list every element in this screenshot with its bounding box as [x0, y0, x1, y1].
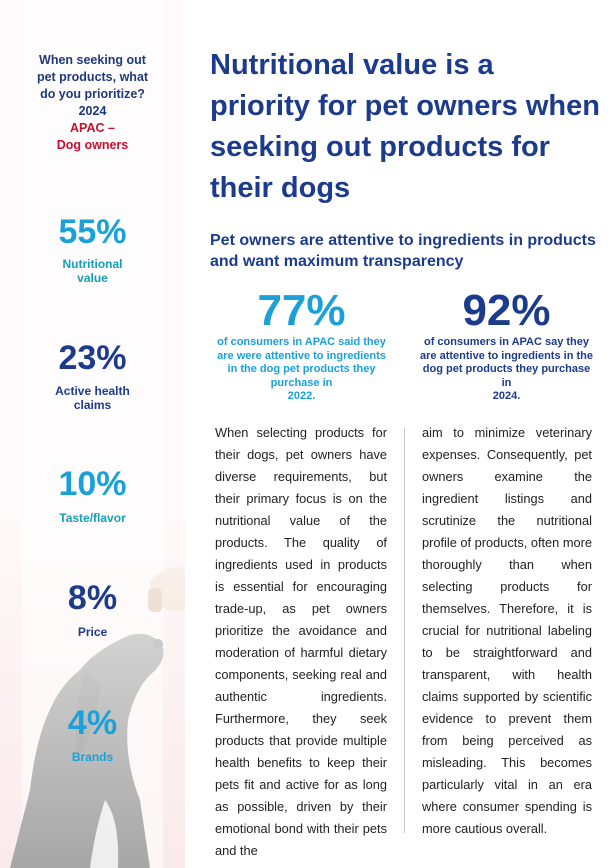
body-column-left: When selecting products for their dogs, pet owners have diverse requirements, but their primary focus is on the nutritional value of the products. The quality of ingredients used in products is essential for encouraging trade-up, as pet owners prioritize the avoidance and moderation of harmful dietary components, seeking real and authentic ingredients. Furthermore, they seek products that provide multiple health benefits to keep their pets fit and active for as long as possible, driven by their emotional bond with their pets and the — [215, 425, 387, 858]
page-subtitle: Pet owners are attentive to ingredients in products and want maximum transparency — [210, 232, 596, 270]
stat-value: 23% — [58, 339, 127, 377]
question-text: When seeking out pet products, what do you prioritize? — [36, 53, 149, 101]
stat-brands — [0, 704, 185, 764]
stat-health-claims — [0, 339, 185, 412]
stat-label: Active health claims — [55, 384, 130, 412]
column-divider — [404, 428, 405, 833]
question-region: APAC – — [70, 121, 115, 135]
stat-taste — [0, 465, 185, 525]
question-segment: Dog owners — [56, 138, 129, 152]
sidebar-question — [0, 52, 185, 154]
stat-2022-caption: of consumers in APAC said they are were attentive to ingredients in the dog pet products they purchase in — [217, 336, 386, 389]
question-year: 2024 — [78, 104, 107, 118]
stat-2022-year: 2022. — [287, 390, 316, 402]
stat-2024-value: 92% — [462, 286, 551, 335]
stat-value: 10% — [58, 465, 127, 503]
stat-price — [0, 579, 185, 639]
stat-2024-year: 2024. — [492, 390, 521, 402]
stat-value: 55% — [58, 213, 127, 251]
stat-value: 4% — [67, 704, 118, 742]
stat-label: Brands — [71, 750, 114, 764]
stat-nutritional — [0, 213, 185, 285]
stat-label: Price — [77, 625, 108, 639]
stat-2022 — [214, 288, 389, 404]
stat-2022-value: 77% — [257, 286, 346, 335]
stat-label: Taste/flavor — [59, 511, 126, 525]
page-title: Nutritional value is a priority for pet owners when seeking out products for their dogs — [210, 49, 600, 204]
stat-2024 — [419, 288, 594, 404]
stat-2024-caption: of consumers in APAC say they are attentive to ingredients in the dog pet products they purchase in — [420, 336, 593, 389]
stat-value: 8% — [67, 579, 118, 617]
body-column-right: aim to minimize veterinary expenses. Consequently, pet owners examine the ingredient listings and scrutinize the nutritional profile of products, often more thoroughly than when selecting products for themselves. Therefore, it is crucial for nutritional labeling to be straightforward and transparent, with health claims supported by scientific evidence to prevent them from being perceived as misleading. This becomes particularly vital in an era where consumer spending is more cautious overall. — [422, 425, 593, 836]
stat-label: Nutritional value — [62, 257, 123, 285]
